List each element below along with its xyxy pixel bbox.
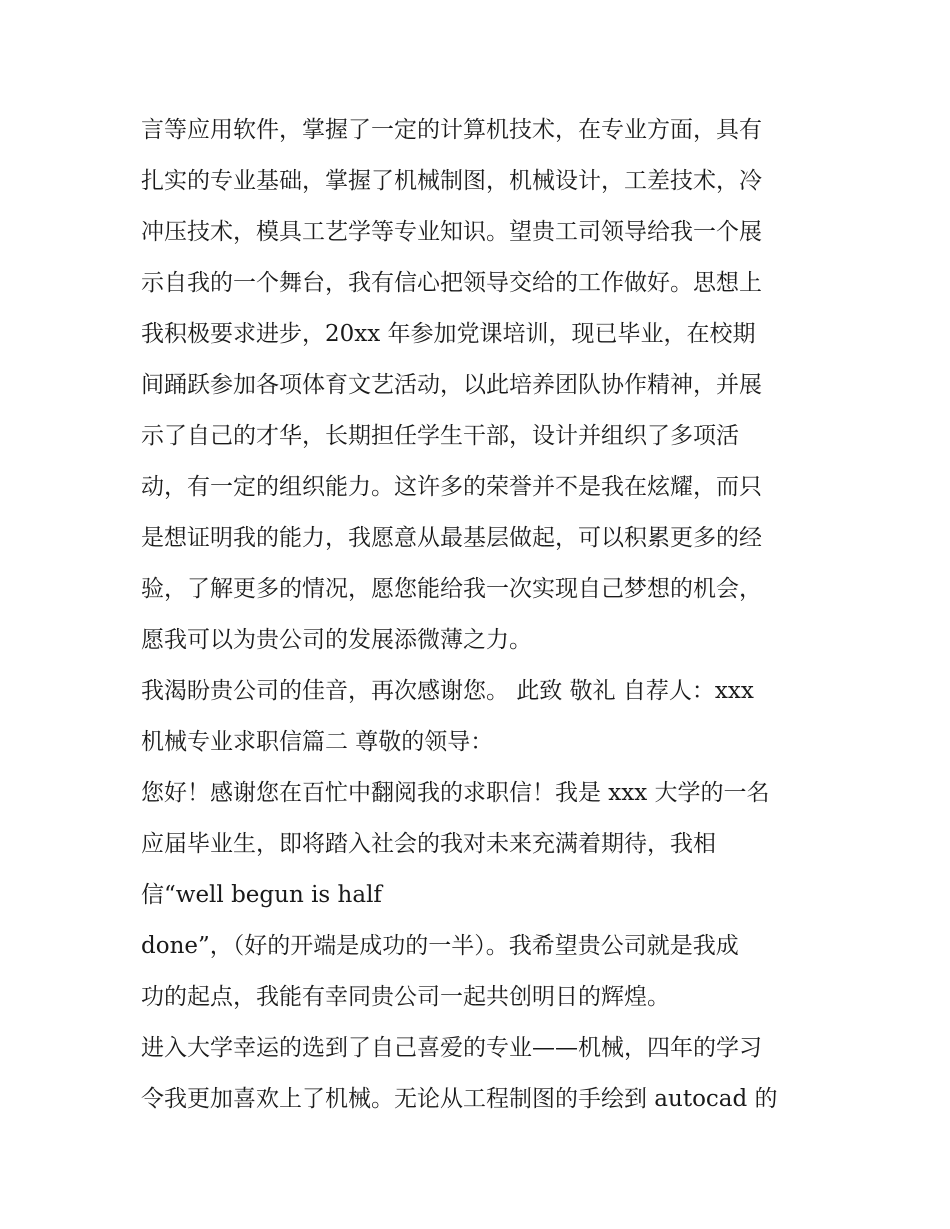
text-line: 扎实的专业基础，掌握了机械制图，机械设计，工差技术，冷: [141, 168, 762, 194]
text-line: 机械专业求职信篇二 尊敬的领导：: [141, 729, 494, 755]
text-line: 信“well begun is half: [141, 882, 382, 908]
text-line: 言等应用软件，掌握了一定的计算机技术，在专业方面，具有: [141, 117, 762, 143]
text-line: 验，了解更多的情况，愿您能给我一次实现自己梦想的机会，: [141, 576, 762, 602]
text-line: 进入大学幸运的选到了自己喜爱的专业——机械，四年的学习: [141, 1035, 762, 1061]
text-line: 间踊跃参加各项体育文艺活动，以此培养团队协作精神，并展: [141, 372, 762, 398]
text-line: 功的起点，我能有幸同贵公司一起共创明日的辉煌。: [141, 984, 670, 1010]
text-line: 应届毕业生，即将踏入社会的我对未来充满着期待，我相: [141, 831, 716, 857]
text-line: 愿我可以为贵公司的发展添微薄之力。: [141, 627, 532, 653]
text-line: 冲压技术，模具工艺学等专业知识。望贵工司领导给我一个展: [141, 219, 762, 245]
text-line: 您好！感谢您在百忙中翻阅我的求职信！我是 xxx 大学的一名: [141, 780, 770, 806]
document-body: [141, 105, 821, 1125]
text-line: 是想证明我的能力，我愿意从最基层做起，可以积累更多的经: [141, 525, 762, 551]
text-line: 示了自己的才华，长期担任学生干部，设计并组织了多项活: [141, 423, 739, 449]
text-line: done”，（好的开端是成功的一半）。我希望贵公司就是我成: [141, 933, 739, 959]
text-line: 我渴盼贵公司的佳音，再次感谢您。 此致 敬礼 自荐人：xxx: [141, 678, 754, 704]
text-line: 我积极要求进步，20xx 年参加党课培训，现已毕业，在校期: [141, 321, 756, 347]
text-line: 示自我的一个舞台，我有信心把领导交给的工作做好。思想上: [141, 270, 762, 296]
text-line: 动，有一定的组织能力。这许多的荣誉并不是我在炫耀，而只: [141, 474, 762, 500]
text-line: 令我更加喜欢上了机械。无论从工程制图的手绘到 autocad 的: [141, 1086, 778, 1112]
